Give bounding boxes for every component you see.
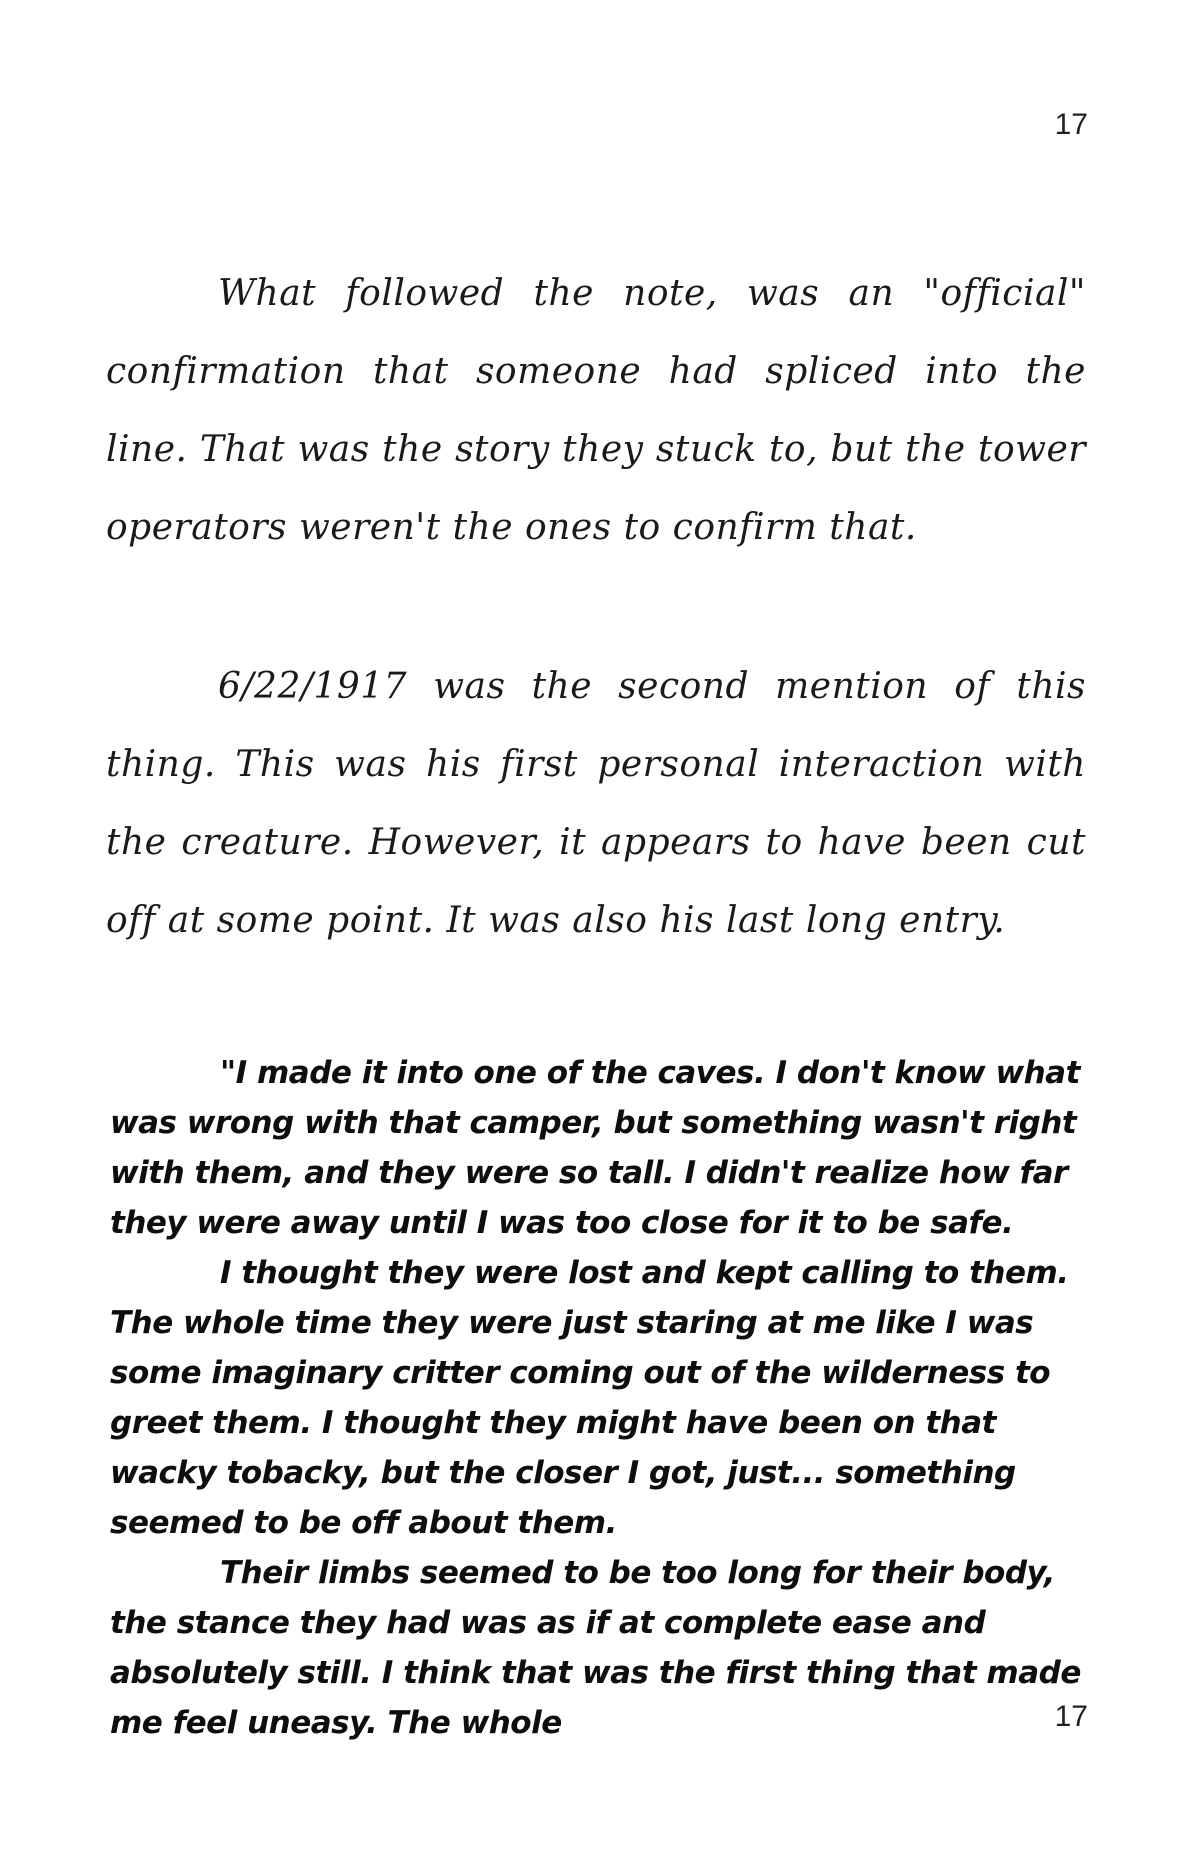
journal-paragraph-1: "I made it into one of the caves. I don't know what was wrong with that camper, but something wasn't right with them, and they were so tall. I didn't realize how far they were away until I was too close for it to be safe. — [110, 1055, 1080, 1241]
journal-entry — [110, 1048, 1090, 1748]
narration-paragraph-2: 6/22/1917 was the second mention of this thing. This was his first personal interaction with the creature. However, it appears to have been cut off at some point. It was also his last long entry. — [106, 666, 1086, 941]
page-number-top: 17 — [1054, 108, 1088, 141]
journal-paragraph-3: Their limbs seemed to be too long for their body, the stance they had was as if at complete ease and absolutely still. I think that was the first thing that made me feel uneasy. The whole — [110, 1555, 1081, 1741]
narration-paragraph-1: What followed the note, was an "official" confirmation that someone had spliced into the line. That was the story they stuck to, but the tower operators weren't the ones to confirm that. — [106, 273, 1086, 548]
page-number-bottom: 17 — [1054, 1700, 1088, 1733]
journal-paragraph-2: I thought they were lost and kept calling to them. The whole time they were just staring at me like I was some imaginary critter coming out of the wilderness to greet them. I thought they might have been on that wacky tobacky, but the closer I got, just... something seemed to be off about them. — [110, 1255, 1069, 1541]
